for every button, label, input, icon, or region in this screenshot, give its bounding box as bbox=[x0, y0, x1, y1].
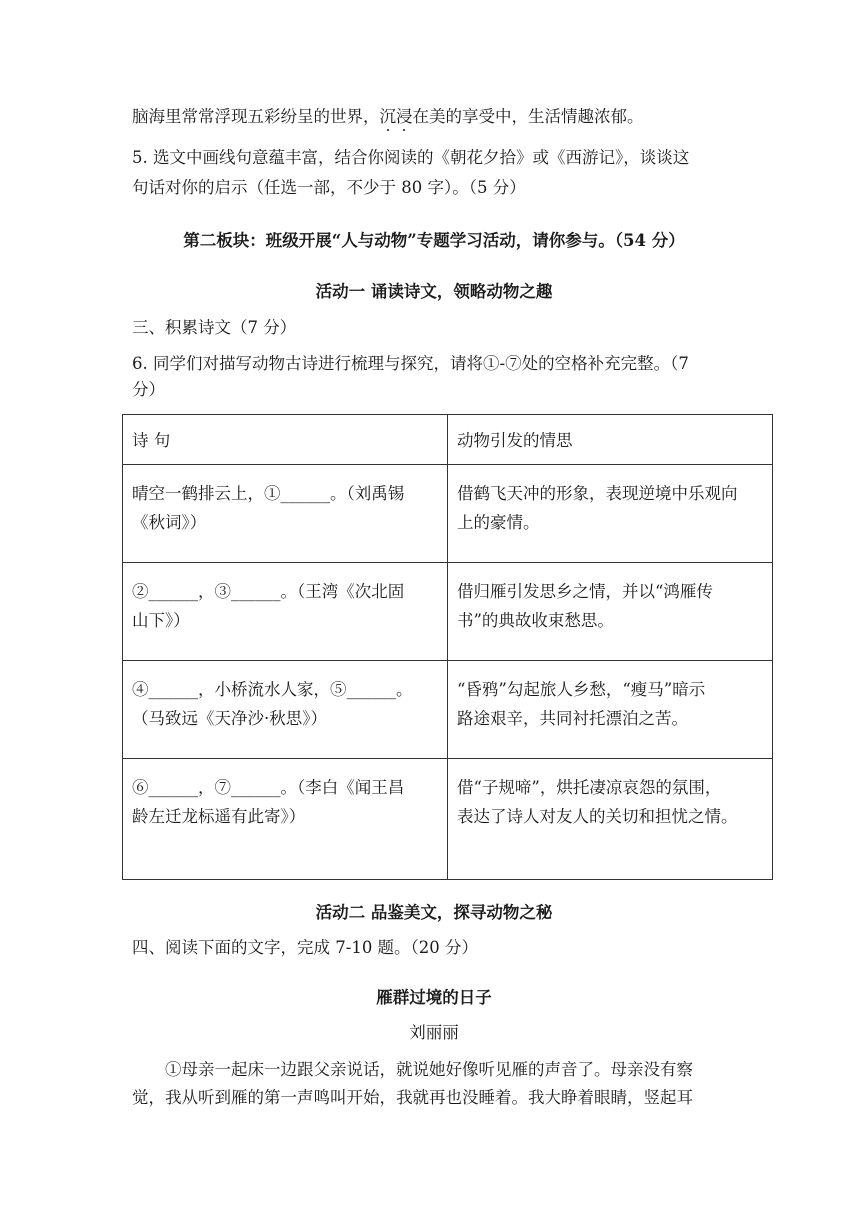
header-poem: 诗 句 bbox=[123, 415, 448, 465]
emotion-line: 借归雁引发思乡之情，并以“鸿雁传 bbox=[457, 582, 713, 601]
poem-line: 山下》） bbox=[132, 611, 190, 630]
question-6-line-1: 6. 同学们对描写动物古诗进行梳理与探究，请将①-⑦处的空格补充完整。（7 bbox=[132, 354, 689, 373]
emotion-line: 上的豪情。 bbox=[457, 513, 540, 532]
poem-line: ⑥______，⑦______。（李白《闻王昌 bbox=[132, 778, 405, 797]
section-2-title: 第二板块：班级开展“人与动物”专题学习活动，请你参与。（54 分） bbox=[183, 231, 685, 250]
part-4-title: 四、阅读下面的文字，完成 7-10 题。（20 分） bbox=[132, 938, 479, 957]
emotion-line: 借“子规啼”，烘托凄凉哀怨的氛围， bbox=[457, 778, 722, 797]
table-row bbox=[123, 465, 773, 563]
poem-cell bbox=[123, 465, 448, 563]
poem-line: （马致远《天净沙·秋思》） bbox=[132, 709, 327, 728]
poem-line: 晴空一鹤排云上，①______。（刘禹锡 bbox=[132, 484, 405, 503]
table-row bbox=[123, 563, 773, 661]
emotion-cell bbox=[448, 563, 773, 661]
paragraph-1-line-2: 觉，我从听到雁的第一声鸣叫开始，我就再也没睡着。我大睁着眼睛，竖起耳 bbox=[132, 1088, 693, 1107]
poem-cell bbox=[123, 661, 448, 759]
activity-2-title: 活动二 品鉴美文，探寻动物之秘 bbox=[315, 903, 553, 922]
poem-line: 《秋词》） bbox=[132, 513, 207, 532]
emotion-line: 书”的典故收束愁思。 bbox=[457, 611, 614, 630]
article-title: 雁群过境的日子 bbox=[376, 988, 492, 1007]
poem-line: 龄左迁龙标遥有此寄》） bbox=[132, 807, 306, 826]
poem-cell bbox=[123, 563, 448, 661]
poem-cell bbox=[123, 759, 448, 880]
question-5-line-1: 5. 选文中画线句意蕴丰富，结合你阅读的《朝花夕拾》或《西游记》，谈谈这 bbox=[132, 148, 690, 167]
text-segment: 在美的享受中，生活情趣浓郁。 bbox=[412, 107, 644, 126]
header-emotion: 动物引发的情思 bbox=[448, 415, 773, 465]
paragraph-1-line-1: ①母亲一起床一边跟父亲说话，就说她好像听见雁的声音了。母亲没有察 bbox=[165, 1060, 693, 1079]
activity-1-title: 活动一 诵读诗文，领略动物之趣 bbox=[315, 282, 553, 301]
table-row bbox=[123, 661, 773, 759]
part-3-title: 三、积累诗文（7 分） bbox=[132, 318, 297, 337]
emotion-cell bbox=[448, 465, 773, 563]
emotion-line: 路途艰辛，共同衬托漂泊之苦。 bbox=[457, 709, 688, 728]
emotion-cell bbox=[448, 661, 773, 759]
text-segment: 脑海里常常浮现五彩纷呈的世界， bbox=[132, 107, 380, 126]
emotion-line: 表达了诗人对友人的关切和担忧之情。 bbox=[457, 807, 738, 826]
emotion-cell bbox=[448, 759, 773, 880]
emphasis-char: 沉 bbox=[379, 107, 396, 126]
poem-line: ②______，③______。（王湾《次北固 bbox=[132, 582, 405, 601]
text-line bbox=[132, 105, 772, 129]
article-author: 刘丽丽 bbox=[409, 1023, 459, 1042]
emphasis-char: 浸 bbox=[396, 107, 413, 126]
poem-table bbox=[122, 414, 773, 880]
emotion-line: 借鹤飞天冲的形象，表现逆境中乐观向 bbox=[457, 484, 738, 503]
emotion-line: “昏鸦”勾起旅人乡愁，“瘦马”暗示 bbox=[457, 680, 706, 699]
poem-line: ④______，小桥流水人家，⑤______。 bbox=[132, 680, 413, 699]
table-header-row bbox=[123, 415, 773, 465]
question-6-line-2: 分） bbox=[132, 380, 165, 399]
table-row bbox=[123, 759, 773, 880]
question-5-line-2: 句话对你的启示（任选一部，不少于 80 字）。（5 分） bbox=[132, 178, 526, 197]
